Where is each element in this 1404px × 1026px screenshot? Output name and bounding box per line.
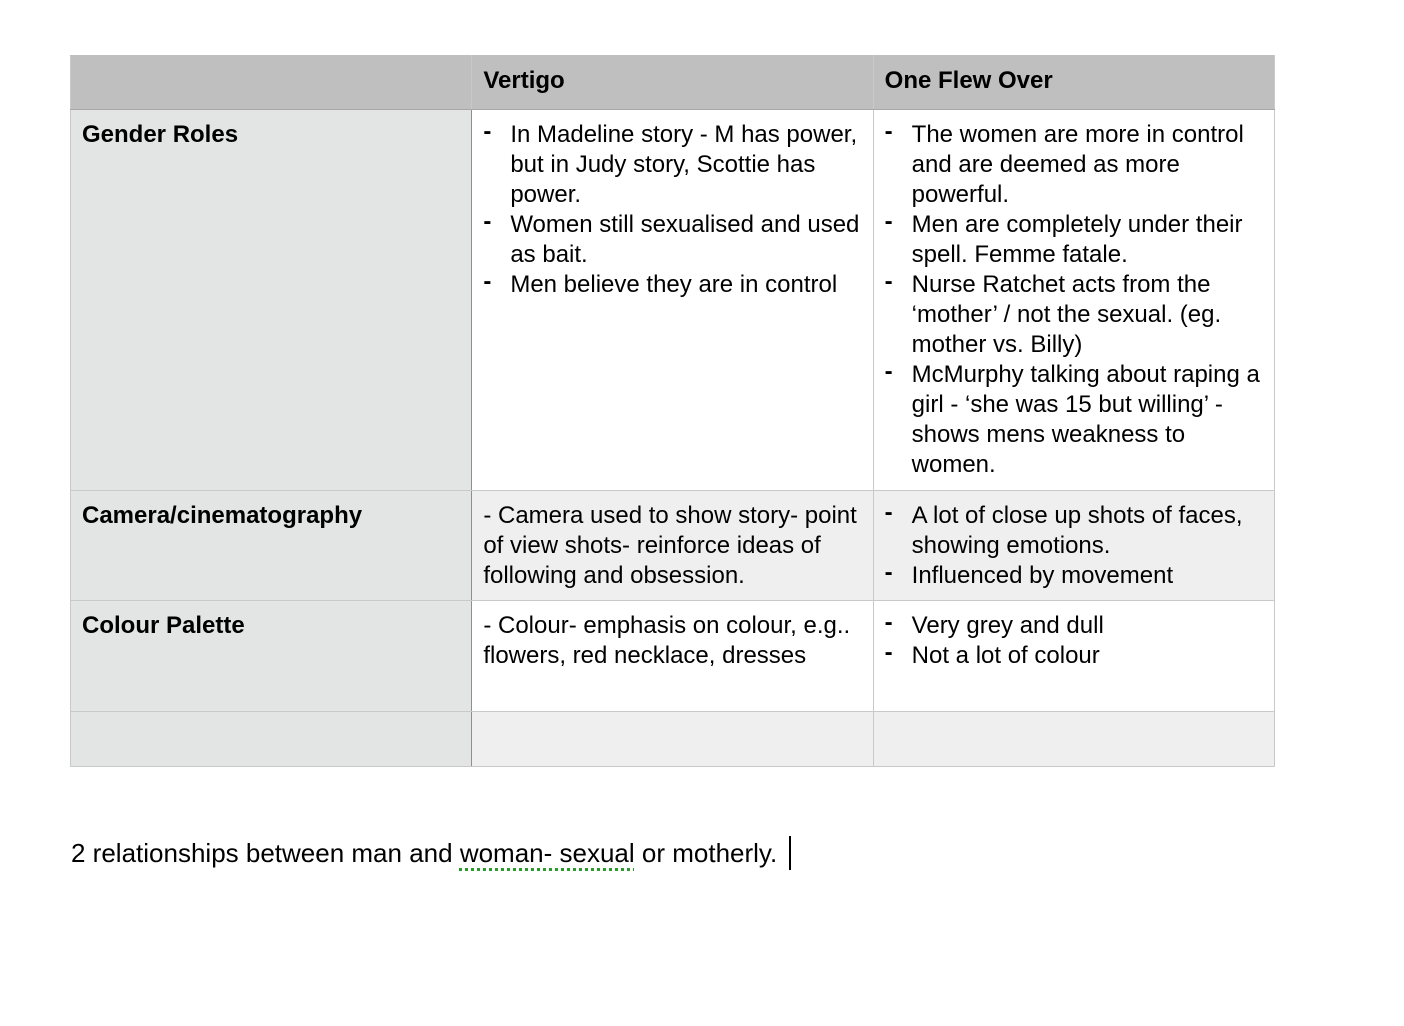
cell-vertigo-camera[interactable] — [472, 491, 873, 601]
list-item: - The women are more in control and are deemed as more powerful. — [885, 120, 1266, 210]
table-row-empty — [71, 712, 1275, 767]
list-item: - Women still sexualised and used as bait. — [483, 210, 864, 270]
list-item: - A lot of close up shots of faces, showing emotions. — [885, 501, 1266, 561]
row-label-gender-roles[interactable]: Gender Roles — [71, 110, 472, 491]
bullet-list — [885, 611, 1266, 671]
spellcheck-flagged-text[interactable]: woman- sexual — [459, 838, 635, 868]
table-row-gender-roles — [71, 110, 1275, 491]
cell-vertigo-colour[interactable] — [472, 601, 873, 712]
header-vertigo[interactable]: Vertigo — [472, 56, 873, 110]
table-header-row — [71, 56, 1275, 110]
cell-one-flew-over-empty[interactable] — [873, 712, 1274, 767]
header-one-flew-over[interactable]: One Flew Over — [873, 56, 1274, 110]
bullet-list — [483, 120, 864, 300]
list-item: - Very grey and dull — [885, 611, 1266, 641]
list-item: - Men believe they are in control — [483, 270, 864, 300]
list-item: - Not a lot of colour — [885, 641, 1266, 671]
list-item: - McMurphy talking about raping a girl - ‘she was 15 but willing’ - shows mens weakness to women. — [885, 360, 1266, 480]
note-text: 2 relationships between man and — [71, 838, 460, 868]
cell-text: - Colour- emphasis on colour, e.g.. flowers, red necklace, dresses — [483, 612, 851, 669]
header-empty-cell[interactable] — [71, 56, 472, 110]
row-label-camera[interactable]: Camera/cinematography — [71, 491, 472, 601]
table-row-camera — [71, 491, 1275, 601]
cell-one-flew-over-gender-roles[interactable] — [873, 110, 1274, 491]
row-label-empty[interactable] — [71, 712, 472, 767]
table-row-colour-palette — [71, 601, 1275, 712]
list-item: - In Madeline story - M has power, but in Judy story, Scottie has power. — [483, 120, 864, 210]
text-cursor — [789, 836, 791, 870]
comparison-table — [70, 55, 1275, 767]
bullet-list — [885, 501, 1266, 591]
row-label-colour-palette[interactable]: Colour Palette — [71, 601, 472, 712]
bullet-list — [885, 120, 1266, 480]
cell-text: - Camera used to show story- point of view shots- reinforce ideas of following and obsession. — [483, 502, 857, 589]
note-text-end: or motherly. — [634, 838, 778, 868]
cell-vertigo-empty[interactable] — [472, 712, 873, 767]
cell-vertigo-gender-roles[interactable] — [472, 110, 873, 491]
cell-one-flew-over-colour[interactable] — [873, 601, 1274, 712]
list-item: - Nurse Ratchet acts from the ‘mother’ / not the sexual. (eg. mother vs. Billy) — [885, 270, 1266, 360]
list-item: - Influenced by movement — [885, 561, 1266, 591]
list-item: - Men are completely under their spell. Femme fatale. — [885, 210, 1266, 270]
cell-one-flew-over-camera[interactable] — [873, 491, 1274, 601]
note-paragraph[interactable] — [71, 836, 791, 872]
